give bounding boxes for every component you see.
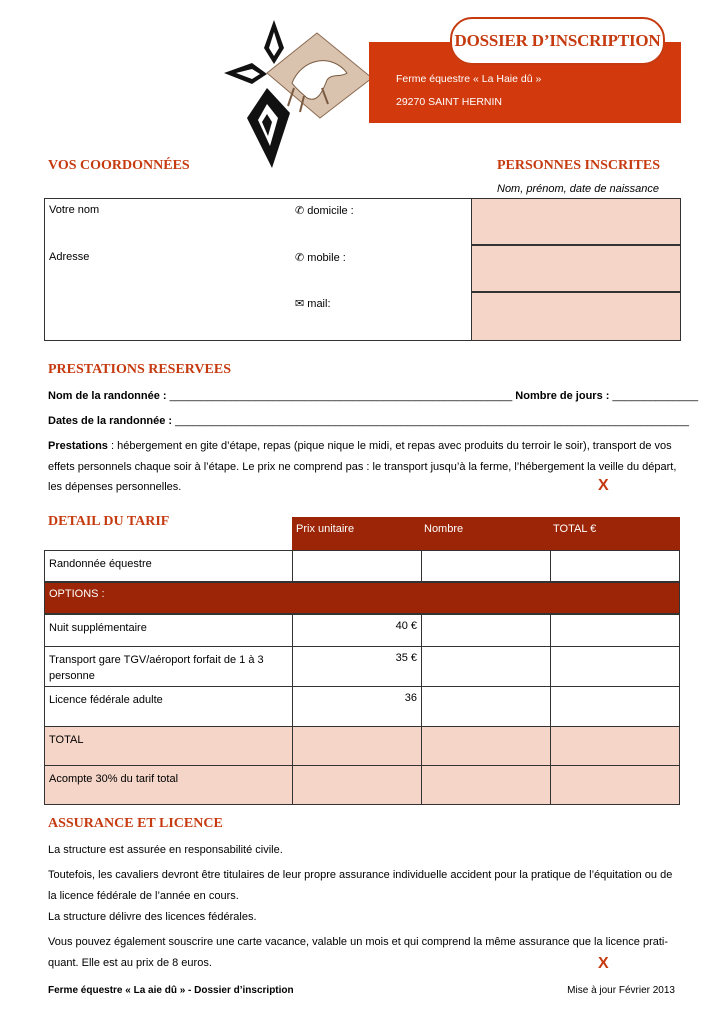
table-row: [44, 765, 680, 805]
footer-left: Ferme équestre « La aie dû » - Dossier d’inscription: [48, 985, 294, 996]
personne-cell-2[interactable]: [471, 245, 681, 292]
domicile-label: domicile :: [307, 205, 354, 217]
cell-prix[interactable]: [292, 765, 422, 805]
domicile-field: [295, 204, 354, 217]
cell-total[interactable]: [550, 726, 680, 766]
row-total-label: TOTAL: [49, 734, 84, 746]
cell-prix[interactable]: [292, 726, 422, 766]
cell-nombre[interactable]: [421, 550, 551, 582]
mobile-label: mobile :: [307, 252, 346, 264]
tarif-title: DETAIL DU TARIF: [48, 514, 170, 529]
row-transport-label: Transport gare TGV/aéroport forfait de 1 à 3 personne: [49, 654, 264, 682]
cell-nombre[interactable]: [421, 765, 551, 805]
row-licence-label: Licence fédérale adulte: [49, 694, 163, 706]
prestations-title: PRESTATIONS RESERVEES: [48, 362, 231, 377]
adresse-label: Adresse: [49, 251, 90, 263]
phone-icon: ✆: [295, 205, 305, 217]
dates-blank[interactable]: ____________________________________________________________________________________: [175, 415, 690, 427]
jours-blank[interactable]: ______________: [612, 390, 699, 402]
envelope-icon: ✉: [295, 298, 305, 310]
dates-label: Dates de la randonnée :: [48, 415, 173, 427]
header-city: 29270 SAINT HERNIN: [396, 96, 503, 108]
farm-logo: [222, 18, 372, 170]
cell-prix[interactable]: [292, 550, 422, 582]
options-label: OPTIONS :: [49, 588, 105, 600]
table-row: [44, 646, 680, 687]
row-licence-price: 36: [404, 692, 417, 704]
table-row: [44, 686, 680, 727]
document-title-box: [450, 17, 665, 65]
personne-cell-3[interactable]: [471, 292, 681, 341]
table-row: [44, 726, 680, 766]
cell-total[interactable]: [550, 646, 680, 687]
table-row: [44, 550, 680, 582]
document-title: DOSSIER D’INSCRIPTION: [454, 31, 661, 50]
assurance-p4: Vous pouvez également souscrire une carte vacance, valable un mois et qui comprend la même assurance que la licence prati-quant. Elle est au prix de 8 euros.: [48, 936, 669, 969]
row-randonnee-label: Randonnée équestre: [49, 558, 152, 570]
assurance-p3: La structure délivre des licences fédérales.: [48, 911, 257, 923]
cell-total[interactable]: [550, 550, 680, 582]
table-row: [44, 614, 680, 647]
prestations-mark: X: [598, 477, 609, 494]
mail-label: mail:: [307, 298, 331, 310]
randonnee-blank[interactable]: ________________________________________________________: [169, 390, 513, 402]
cell-nombre[interactable]: [421, 686, 551, 727]
row-transport-price: 35 €: [395, 652, 417, 664]
nom-label: Votre nom: [49, 204, 100, 216]
col-total: TOTAL €: [553, 523, 597, 535]
jours-label: Nombre de jours :: [515, 390, 610, 402]
assurance-p2: Toutefois, les cavaliers devront être titulaires de leur propre assurance individuelle accident pour la pratique de l’équitation ou de la licence fédérale de l’année en cours.: [48, 869, 673, 902]
prestations-label: Prestations: [48, 440, 108, 452]
mail-field: [295, 297, 331, 310]
prestations-text: : hébergement en gite d’étape, repas (pique nique le midi, et repas avec produits du terroir le soir), transport de vos effets personnels chaque soir à l’étape. Le prix ne comprend pas : le transport jusqu’à la ferme, l’hébergement la veille du départ, les dépenses personnelles.: [48, 440, 677, 493]
footer-right: Mise à jour Février 2013: [567, 985, 675, 996]
cell-nombre[interactable]: [421, 726, 551, 766]
cell-nombre[interactable]: [421, 614, 551, 647]
dates-line: [48, 415, 689, 427]
row-nuit-price: 40 €: [395, 620, 417, 632]
personne-cell-1[interactable]: [471, 198, 681, 245]
personnes-title: PERSONNES INSCRITES: [497, 158, 660, 173]
cell-total[interactable]: [550, 614, 680, 647]
coordonnees-title: VOS COORDONNÉES: [48, 158, 190, 173]
options-row: [44, 582, 680, 614]
cell-total[interactable]: [550, 765, 680, 805]
col-nombre: Nombre: [424, 523, 464, 535]
row-nuit-label: Nuit supplémentaire: [49, 622, 147, 634]
header-farm-name: Ferme équestre « La Haie dû »: [396, 73, 542, 85]
cell-nombre[interactable]: [421, 646, 551, 687]
assurance-mark: X: [598, 955, 609, 972]
randonnee-label: Nom de la randonnée :: [48, 390, 167, 402]
prestations-paragraph: [48, 436, 683, 498]
col-prix-unitaire: Prix unitaire: [296, 523, 355, 535]
row-acompte-label: Acompte 30% du tarif total: [49, 773, 179, 785]
cell-total[interactable]: [550, 686, 680, 727]
mobile-field: [295, 251, 346, 264]
coordonnees-box: [44, 198, 472, 341]
personnes-subtitle: Nom, prénom, date de naissance: [497, 183, 660, 195]
assurance-title: ASSURANCE ET LICENCE: [48, 816, 223, 831]
assurance-p1: La structure est assurée en responsabilité civile.: [48, 844, 283, 856]
randonnee-line: [48, 390, 698, 402]
mobile-icon: ✆: [295, 252, 305, 264]
tarif-header-row: [292, 517, 680, 550]
